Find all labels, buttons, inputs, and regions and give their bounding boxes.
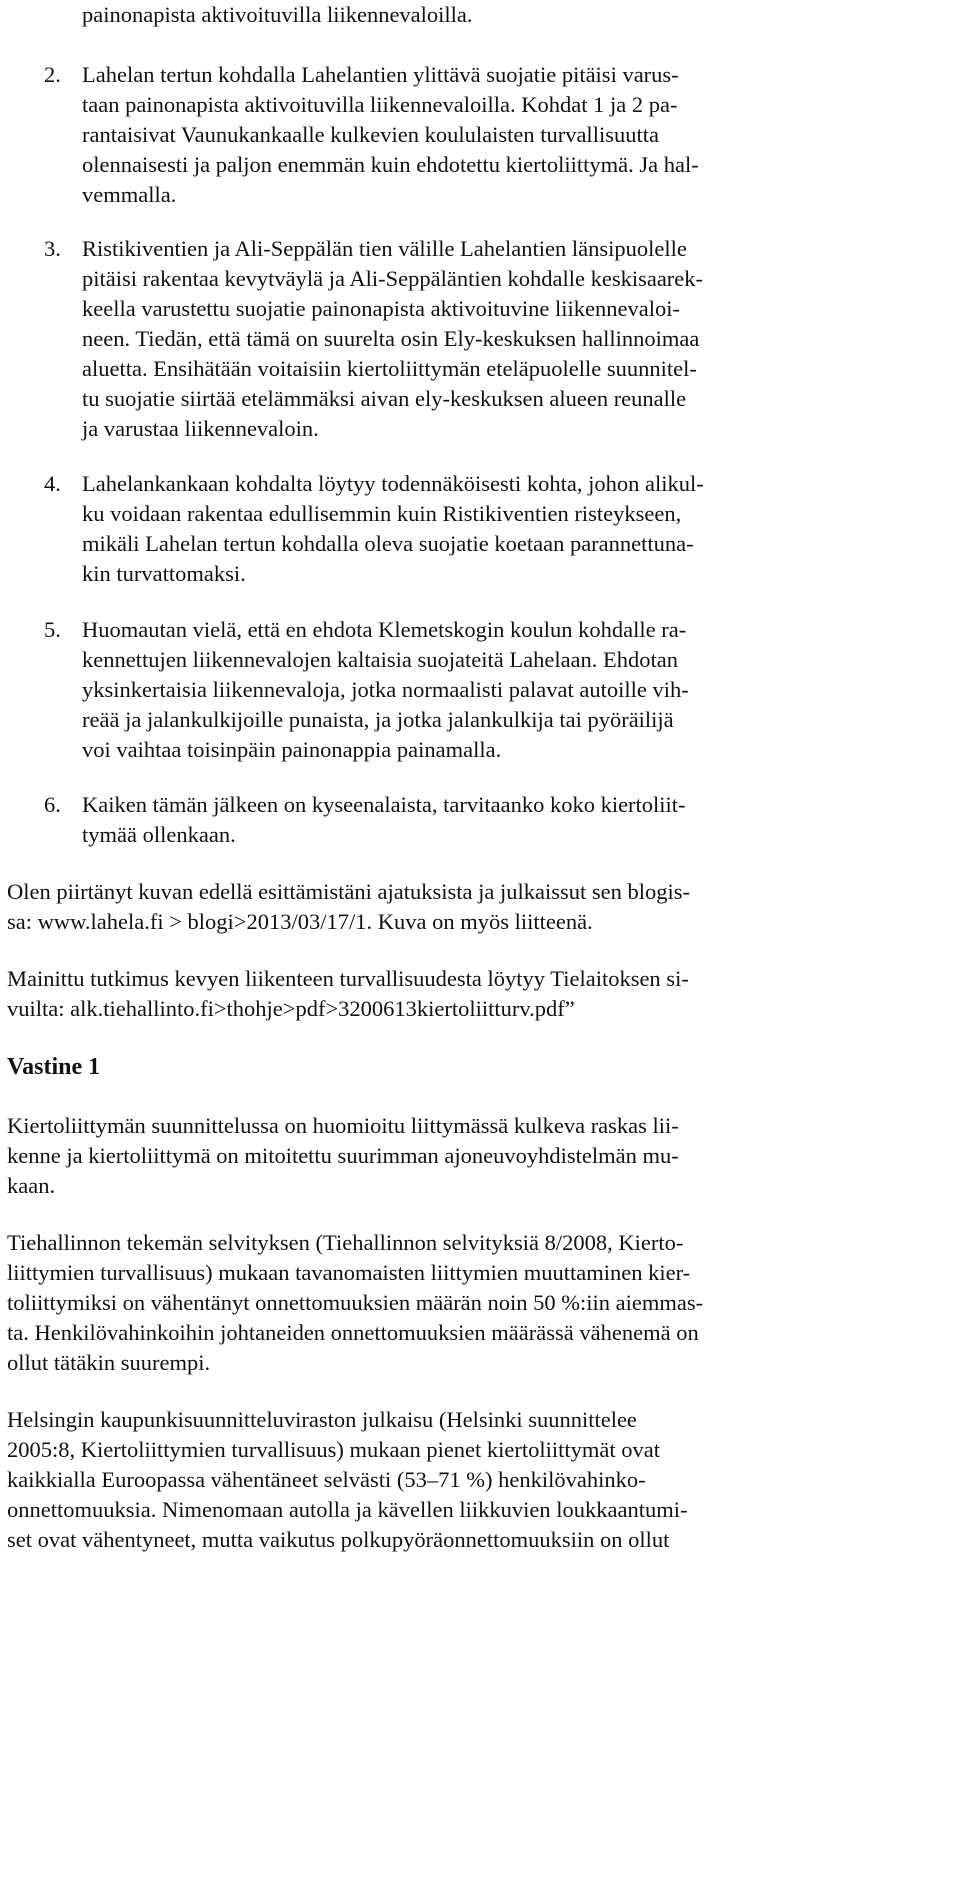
list-item-line: yksinkertaisia liikennevaloja, jotka normaalisti palavat autoille vih- bbox=[82, 677, 689, 702]
paragraph-line: Kiertoliittymän suunnittelussa on huomioitu liittymässä kulkeva raskas lii- bbox=[7, 1113, 679, 1138]
paragraph-line: kaikkialla Euroopassa vähentäneet selvästi (53–71 %) henkilövahinko- bbox=[7, 1467, 646, 1492]
list-item-line: keella varustettu suojatie painonapista aktivoituvine liikennevaloi- bbox=[82, 296, 680, 321]
list-item-line: rantaisivat Vaunukankaalle kulkevien koululaisten turvallisuutta bbox=[82, 122, 659, 147]
section-heading: Vastine 1 bbox=[7, 1054, 101, 1080]
paragraph-line: Tiehallinnon tekemän selvityksen (Tiehallinnon selvityksiä 8/2008, Kierto- bbox=[7, 1230, 684, 1255]
list-item-number: 2. bbox=[44, 62, 61, 87]
list-item-line: Kaiken tämän jälkeen on kyseenalaista, tarvitaanko koko kiertoliit- bbox=[82, 792, 686, 817]
paragraph-line: ollut tätäkin suurempi. bbox=[7, 1350, 211, 1375]
list-item-line: voi vaihtaa toisinpäin painonappia painamalla. bbox=[82, 737, 502, 762]
list-item-line: neen. Tiedän, että tämä on suurelta osin Ely-keskuksen hallinnoimaa bbox=[82, 326, 700, 351]
paragraph-line: sa: www.lahela.fi > blogi>2013/03/17/1. Kuva on myös liitteenä. bbox=[7, 909, 593, 934]
paragraph-line: kaan. bbox=[7, 1173, 56, 1198]
paragraph-line: Olen piirtänyt kuvan edellä esittämistäni ajatuksista ja julkaissut sen blogis- bbox=[7, 879, 690, 904]
paragraph-line: kenne ja kiertoliittymä on mitoitettu suurimman ajoneuvoyhdistelmän mu- bbox=[7, 1143, 679, 1168]
paragraph-line: toliittymiksi on vähentänyt onnettomuuksien määrän noin 50 %:iin aiemmas- bbox=[7, 1290, 704, 1315]
paragraph-line: ta. Henkilövahinkoihin johtaneiden onnettomuuksien määrässä vähenemä on bbox=[7, 1320, 699, 1345]
list-item-line: ku voidaan rakentaa edullisemmin kuin Ristikiventien risteykseen, bbox=[82, 501, 682, 526]
list-item-line: taan painonapista aktivoituvilla liikennevaloilla. Kohdat 1 ja 2 pa- bbox=[82, 92, 678, 117]
list-item-line: mikäli Lahelan tertun kohdalla oleva suojatie koetaan parannettuna- bbox=[82, 531, 694, 556]
list-item-line: tu suojatie siirtää etelämmäksi aivan ely-keskuksen alueen reunalle bbox=[82, 386, 687, 411]
list-item-number: 4. bbox=[44, 471, 61, 496]
list-item-number: 6. bbox=[44, 792, 61, 817]
list-item-line: aluetta. Ensihätään voitaisiin kiertoliittymän eteläpuolelle suunnitel- bbox=[82, 356, 697, 381]
list-item-line: vemmalla. bbox=[82, 182, 177, 207]
list-item-line: Lahelan tertun kohdalla Lahelantien ylittävä suojatie pitäisi varus- bbox=[82, 62, 679, 87]
list-item-line: kin turvattomaksi. bbox=[82, 561, 246, 586]
list-item-line: Ristikiventien ja Ali-Seppälän tien välille Lahelantien länsipuolelle bbox=[82, 236, 687, 261]
list-item-number: 5. bbox=[44, 617, 61, 642]
top-fragment: painonapista aktivoituvilla liikennevaloilla. bbox=[82, 2, 473, 27]
paragraph-line: onnettomuuksia. Nimenomaan autolla ja kävellen liikkuvien loukkaantumi- bbox=[7, 1497, 688, 1522]
paragraph-line: vuilta: alk.tiehallinto.fi>thohje>pdf>3200613kiertoliitturv.pdf” bbox=[7, 996, 575, 1021]
paragraph-line: 2005:8, Kiertoliittymien turvallisuus) mukaan pienet kiertoliittymät ovat bbox=[7, 1437, 661, 1462]
list-item-line: reää ja jalankulkijoille punaista, ja jotka jalankulkija tai pyöräilijä bbox=[82, 707, 674, 732]
list-item-line: ja varustaa liikennevaloin. bbox=[82, 416, 319, 441]
list-item-line: tymää ollenkaan. bbox=[82, 822, 236, 847]
paragraph-line: Helsingin kaupunkisuunnitteluviraston julkaisu (Helsinki suunnittelee bbox=[7, 1407, 637, 1432]
paragraph-line: Mainittu tutkimus kevyen liikenteen turvallisuudesta löytyy Tielaitoksen si- bbox=[7, 966, 689, 991]
list-item-line: pitäisi rakentaa kevytväylä ja Ali-Seppäläntien kohdalle keskisaarek- bbox=[82, 266, 704, 291]
list-item-line: kennettujen liikennevalojen kaltaisia suojateitä Lahelaan. Ehdotan bbox=[82, 647, 679, 672]
list-item-line: Huomautan vielä, että en ehdota Klemetskogin koulun kohdalle ra- bbox=[82, 617, 687, 642]
list-item-line: Lahelankankaan kohdalta löytyy todennäköisesti kohta, johon alikul- bbox=[82, 471, 704, 496]
paragraph-line: set ovat vähentyneet, mutta vaikutus polkupyöräonnettomuuksiin on ollut bbox=[7, 1527, 670, 1552]
list-item-number: 3. bbox=[44, 236, 61, 261]
paragraph-line: liittymien turvallisuus) mukaan tavanomaisten liittymien muuttaminen kier- bbox=[7, 1260, 691, 1285]
list-item-line: olennaisesti ja paljon enemmän kuin ehdotettu kiertoliittymä. Ja hal- bbox=[82, 152, 699, 177]
